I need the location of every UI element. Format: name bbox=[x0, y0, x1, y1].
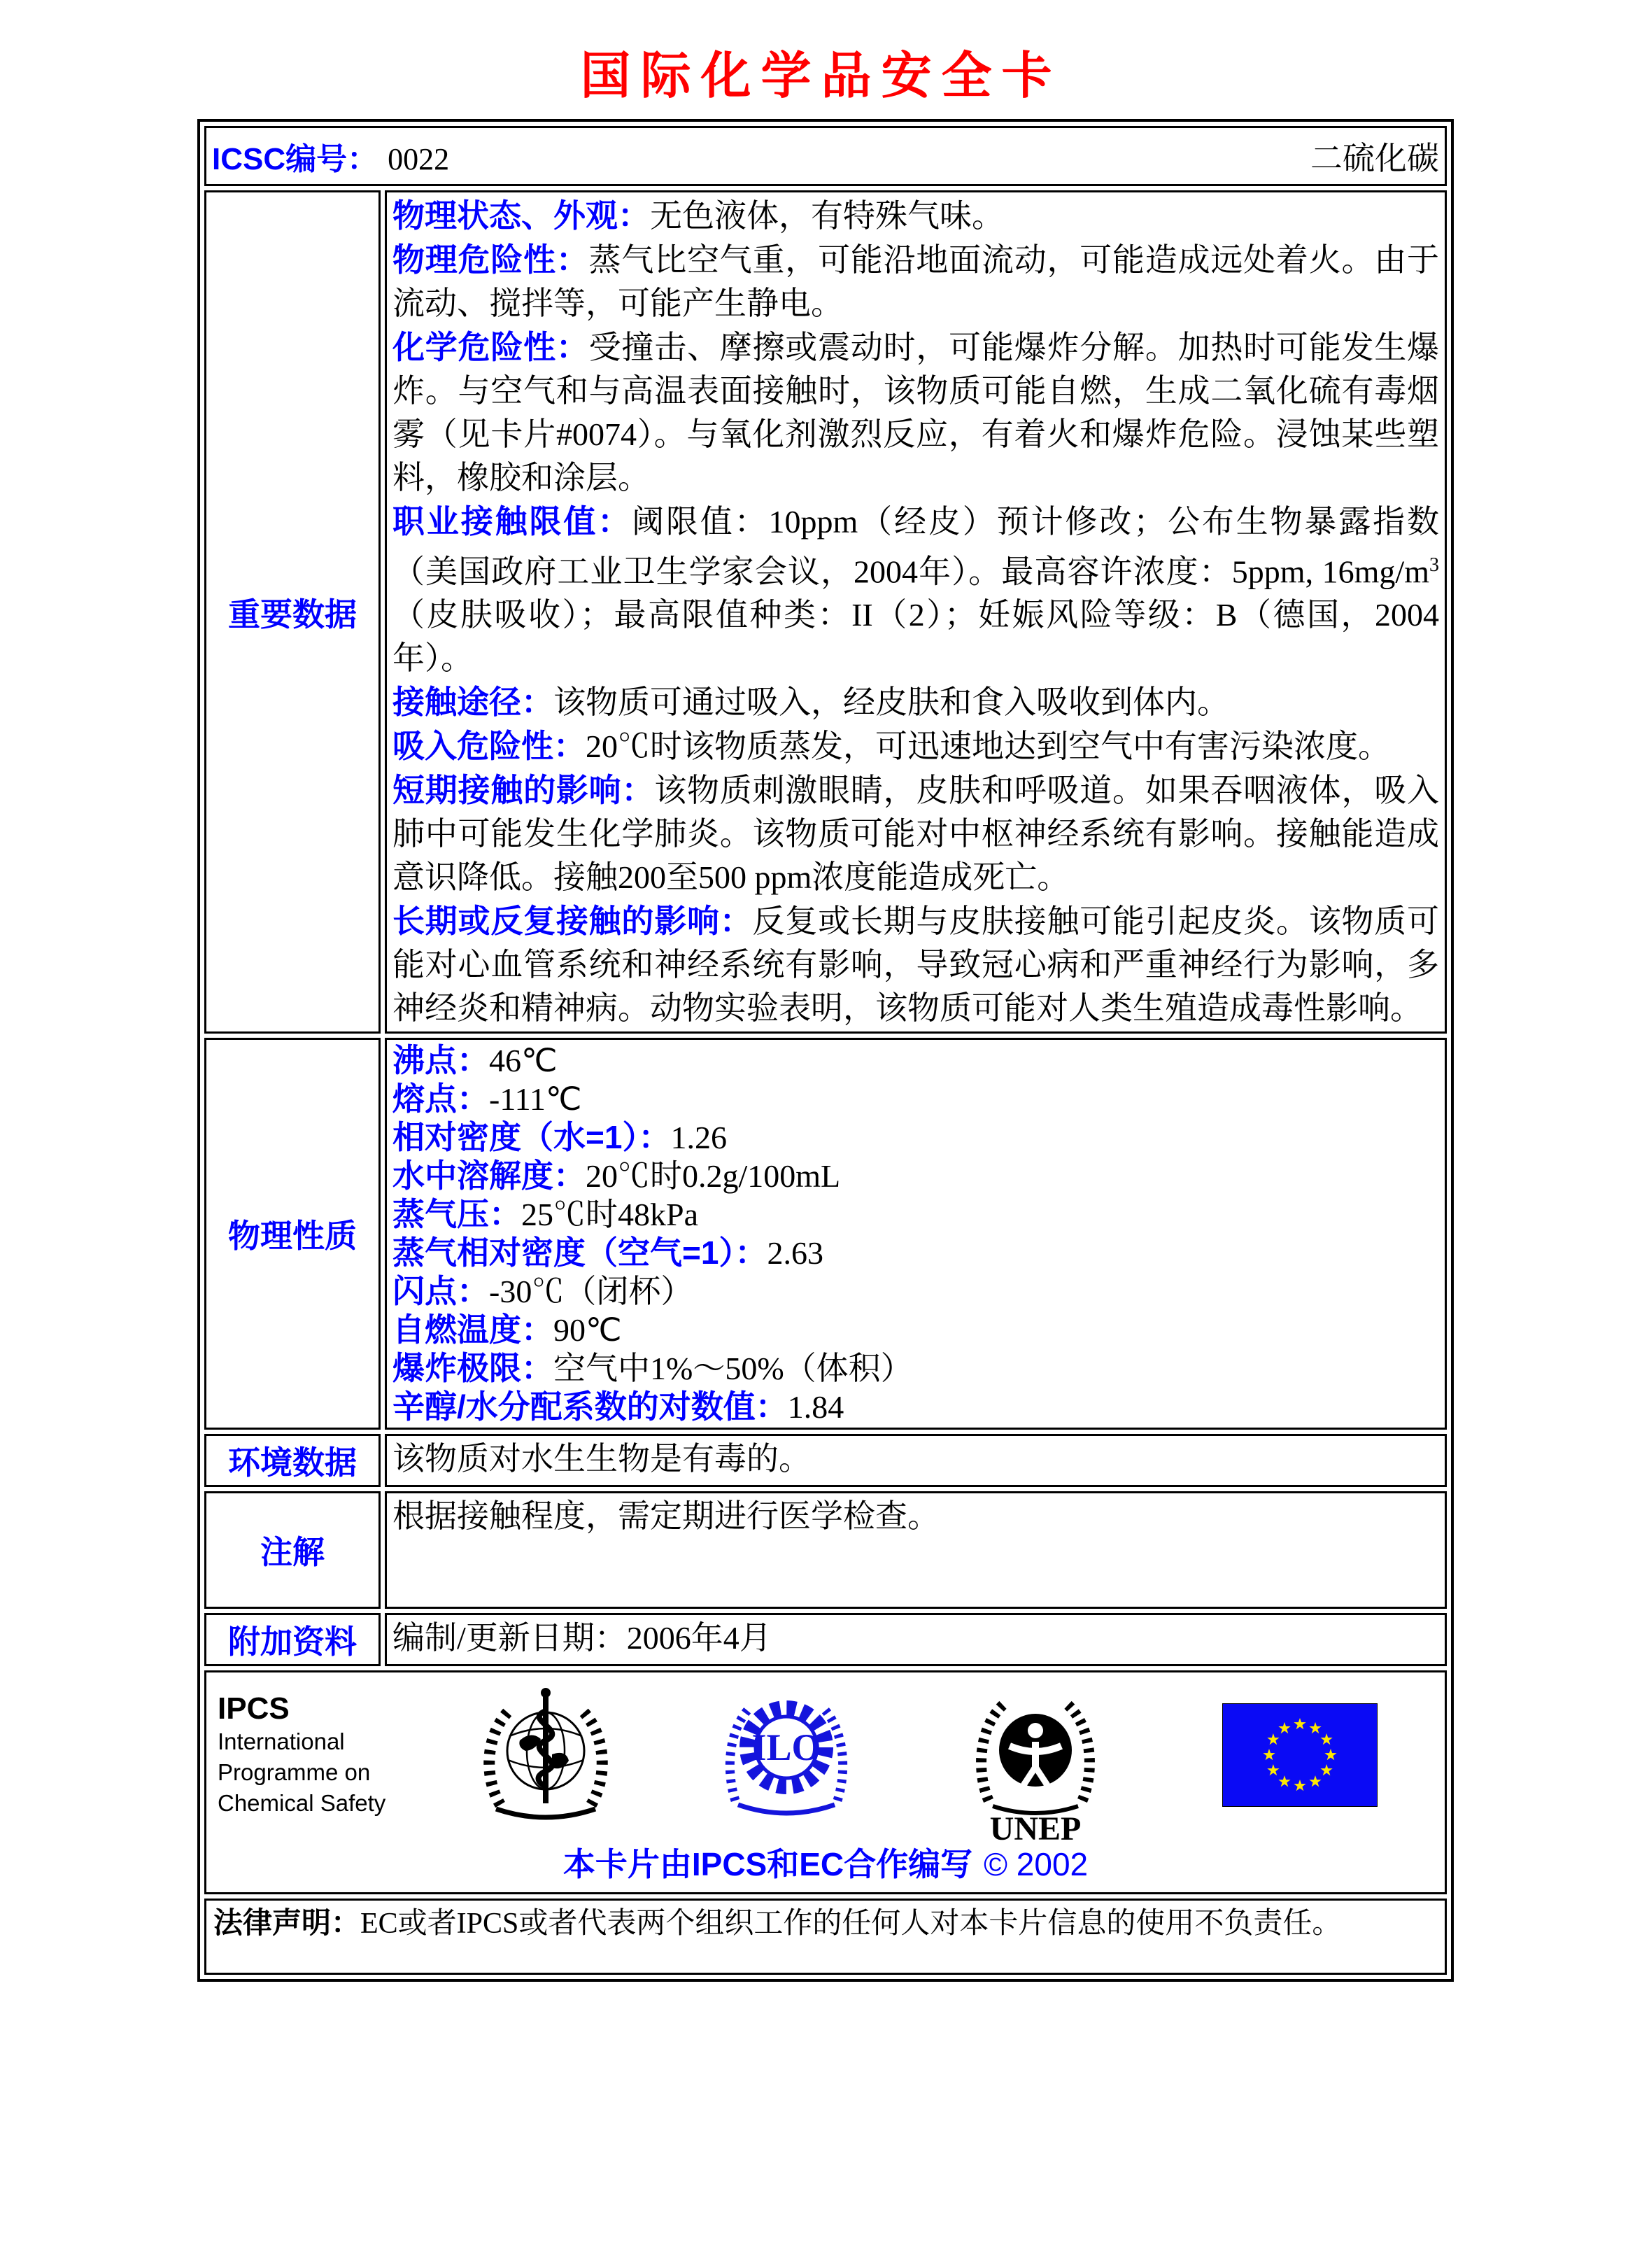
physical-properties-content bbox=[392, 1041, 1439, 1426]
unep-letters: UNEP bbox=[989, 1810, 1082, 1846]
card-header bbox=[212, 129, 1439, 183]
section-label-environmental-data: 环境数据 bbox=[204, 1434, 381, 1487]
relative-density: 相对密度（水=1）：1.26 bbox=[392, 1119, 727, 1156]
who-logo bbox=[479, 1684, 612, 1826]
ilo-letters: ILO bbox=[751, 1726, 821, 1769]
octanol-water-partition-coefficient: 辛醇/水分配系数的对数值：1.84 bbox=[392, 1388, 844, 1425]
explosive-limits: 爆炸极限：空气中1%～50%（体积） bbox=[392, 1350, 913, 1387]
icsc-number-group bbox=[212, 134, 449, 178]
water-solubility: 水中溶解度：20℃时0.2g/100mL bbox=[392, 1157, 841, 1195]
notes-row bbox=[204, 1491, 1447, 1609]
physical-properties-row bbox=[204, 1038, 1447, 1430]
superscript-3: 3 bbox=[1429, 554, 1439, 576]
flash-point: 闪点：-30℃（闭杯） bbox=[392, 1273, 693, 1310]
physical-state-appearance: 物理状态、外观：无色液体，有特殊气味。 bbox=[392, 197, 1004, 234]
short-term-exposure-effects: 短期接触的影响：该物质刺激眼睛，皮肤和呼吸道。如果吞咽液体，吸入肺中可能发生化学肺炎。该物质可能对中枢神经系统有影响。接触能造成意识降低。接触200至500 ppm浓度能造成死亡。 bbox=[392, 772, 1440, 896]
credit-line bbox=[211, 1839, 1441, 1885]
credit-text: 本卡片由IPCS和EC合作编写 bbox=[562, 1846, 973, 1883]
vapour-pressure: 蒸气压：25℃时48kPa bbox=[392, 1196, 698, 1233]
boiling-point: 沸点：46℃ bbox=[392, 1042, 558, 1079]
environmental-data-content: 该物质对水生生物是有毒的。 bbox=[392, 1441, 811, 1477]
organization-logos bbox=[211, 1682, 1441, 1846]
important-data-content bbox=[392, 194, 1439, 1030]
chemical-dangers: 化学危险性：受撞击、摩擦或震动时，可能爆炸分解。加热时可能发生爆炸。与空气和与高温表面接触时，该物质可能自燃，生成二氧化硫有毒烟雾（见卡片#0074）。与氧化剂激烈反应，有着火和爆炸危险。浸蚀某些塑料，橡胶和涂层。 bbox=[392, 329, 1440, 495]
legal-notice-row bbox=[204, 1899, 1447, 1975]
additional-info-row bbox=[204, 1613, 1447, 1666]
header-row bbox=[204, 126, 1447, 186]
ilo-logo bbox=[724, 1690, 849, 1820]
additional-info-content: 编制/更新日期：2006年4月 bbox=[392, 1620, 772, 1656]
chemical-name: 二硫化碳 bbox=[1310, 141, 1439, 176]
section-label-additional-info: 附加资料 bbox=[204, 1613, 381, 1666]
safety-card-table bbox=[197, 119, 1454, 1982]
ipcs-name-line-1: International bbox=[218, 1728, 345, 1755]
occupational-exposure-limits: 职业接触限值：阈限值：10ppm（经皮）预计修改；公布生物暴露指数（美国政府工业卫生学家会议，2004年）。最高容许浓度：5ppm, $16mg/m^3$（皮肤吸收）；最高限值种类：II（2）；妊娠风险等级：B（德国，2004年）。 bbox=[392, 503, 1440, 677]
icsc-number-value: 0022 bbox=[388, 142, 450, 176]
environmental-data-row bbox=[204, 1434, 1447, 1487]
auto-ignition-temperature: 自燃温度：90℃ bbox=[392, 1311, 622, 1348]
vapour-relative-density: 蒸气相对密度（空气=1）：2.63 bbox=[392, 1234, 823, 1272]
icsc-number-label: ICSC编号： bbox=[212, 142, 378, 176]
ipcs-name-line-2: Programme on bbox=[218, 1759, 371, 1786]
logos-row bbox=[204, 1670, 1447, 1894]
legal-notice-label: 法律声明： bbox=[213, 1906, 361, 1940]
physical-dangers: 物理危险性：蒸气比空气重，可能沿地面流动，可能造成远处着火。由于流动、搅拌等，可能产生静电。 bbox=[392, 241, 1440, 321]
important-data-row bbox=[204, 190, 1447, 1034]
notes-content: 根据接触程度，需定期进行医学检查。 bbox=[392, 1498, 940, 1535]
ipcs-name-line-3: Chemical Safety bbox=[218, 1790, 386, 1817]
section-label-physical-properties: 物理性质 bbox=[204, 1038, 381, 1430]
legal-notice-text: EC或者IPCS或者代表两个组织工作的任何人对本卡片信息的使用不负责任。 bbox=[360, 1908, 1342, 1941]
ipcs-text-block bbox=[218, 1691, 425, 1819]
page-title: 国际化学品安全卡 bbox=[580, 48, 1062, 104]
unep-logo bbox=[969, 1683, 1102, 1845]
ipcs-acronym: IPCS bbox=[218, 1691, 290, 1726]
inhalation-risk: 吸入危险性：20℃时该物质蒸发，可迅速地达到空气中有害污染浓度。 bbox=[392, 728, 1390, 765]
credit-year: © 2002 bbox=[984, 1846, 1089, 1883]
melting-point: 熔点：-111℃ bbox=[392, 1080, 582, 1118]
routes-of-exposure: 接触途径：该物质可通过吸入，经皮肤和食入吸收到体内。 bbox=[392, 684, 1229, 721]
long-term-exposure-effects: 长期或反复接触的影响：反复或长期与皮肤接触可能引起皮炎。该物质可能对心血管系统和神经系统有影响，导致冠心病和严重神经行为影响，多神经炎和精神病。动物实验表明，该物质可能对人类生殖造成毒性影响。 bbox=[392, 903, 1440, 1027]
eu-flag bbox=[1222, 1703, 1378, 1807]
section-label-important-data: 重要数据 bbox=[204, 190, 381, 1034]
section-label-notes: 注解 bbox=[204, 1491, 381, 1609]
